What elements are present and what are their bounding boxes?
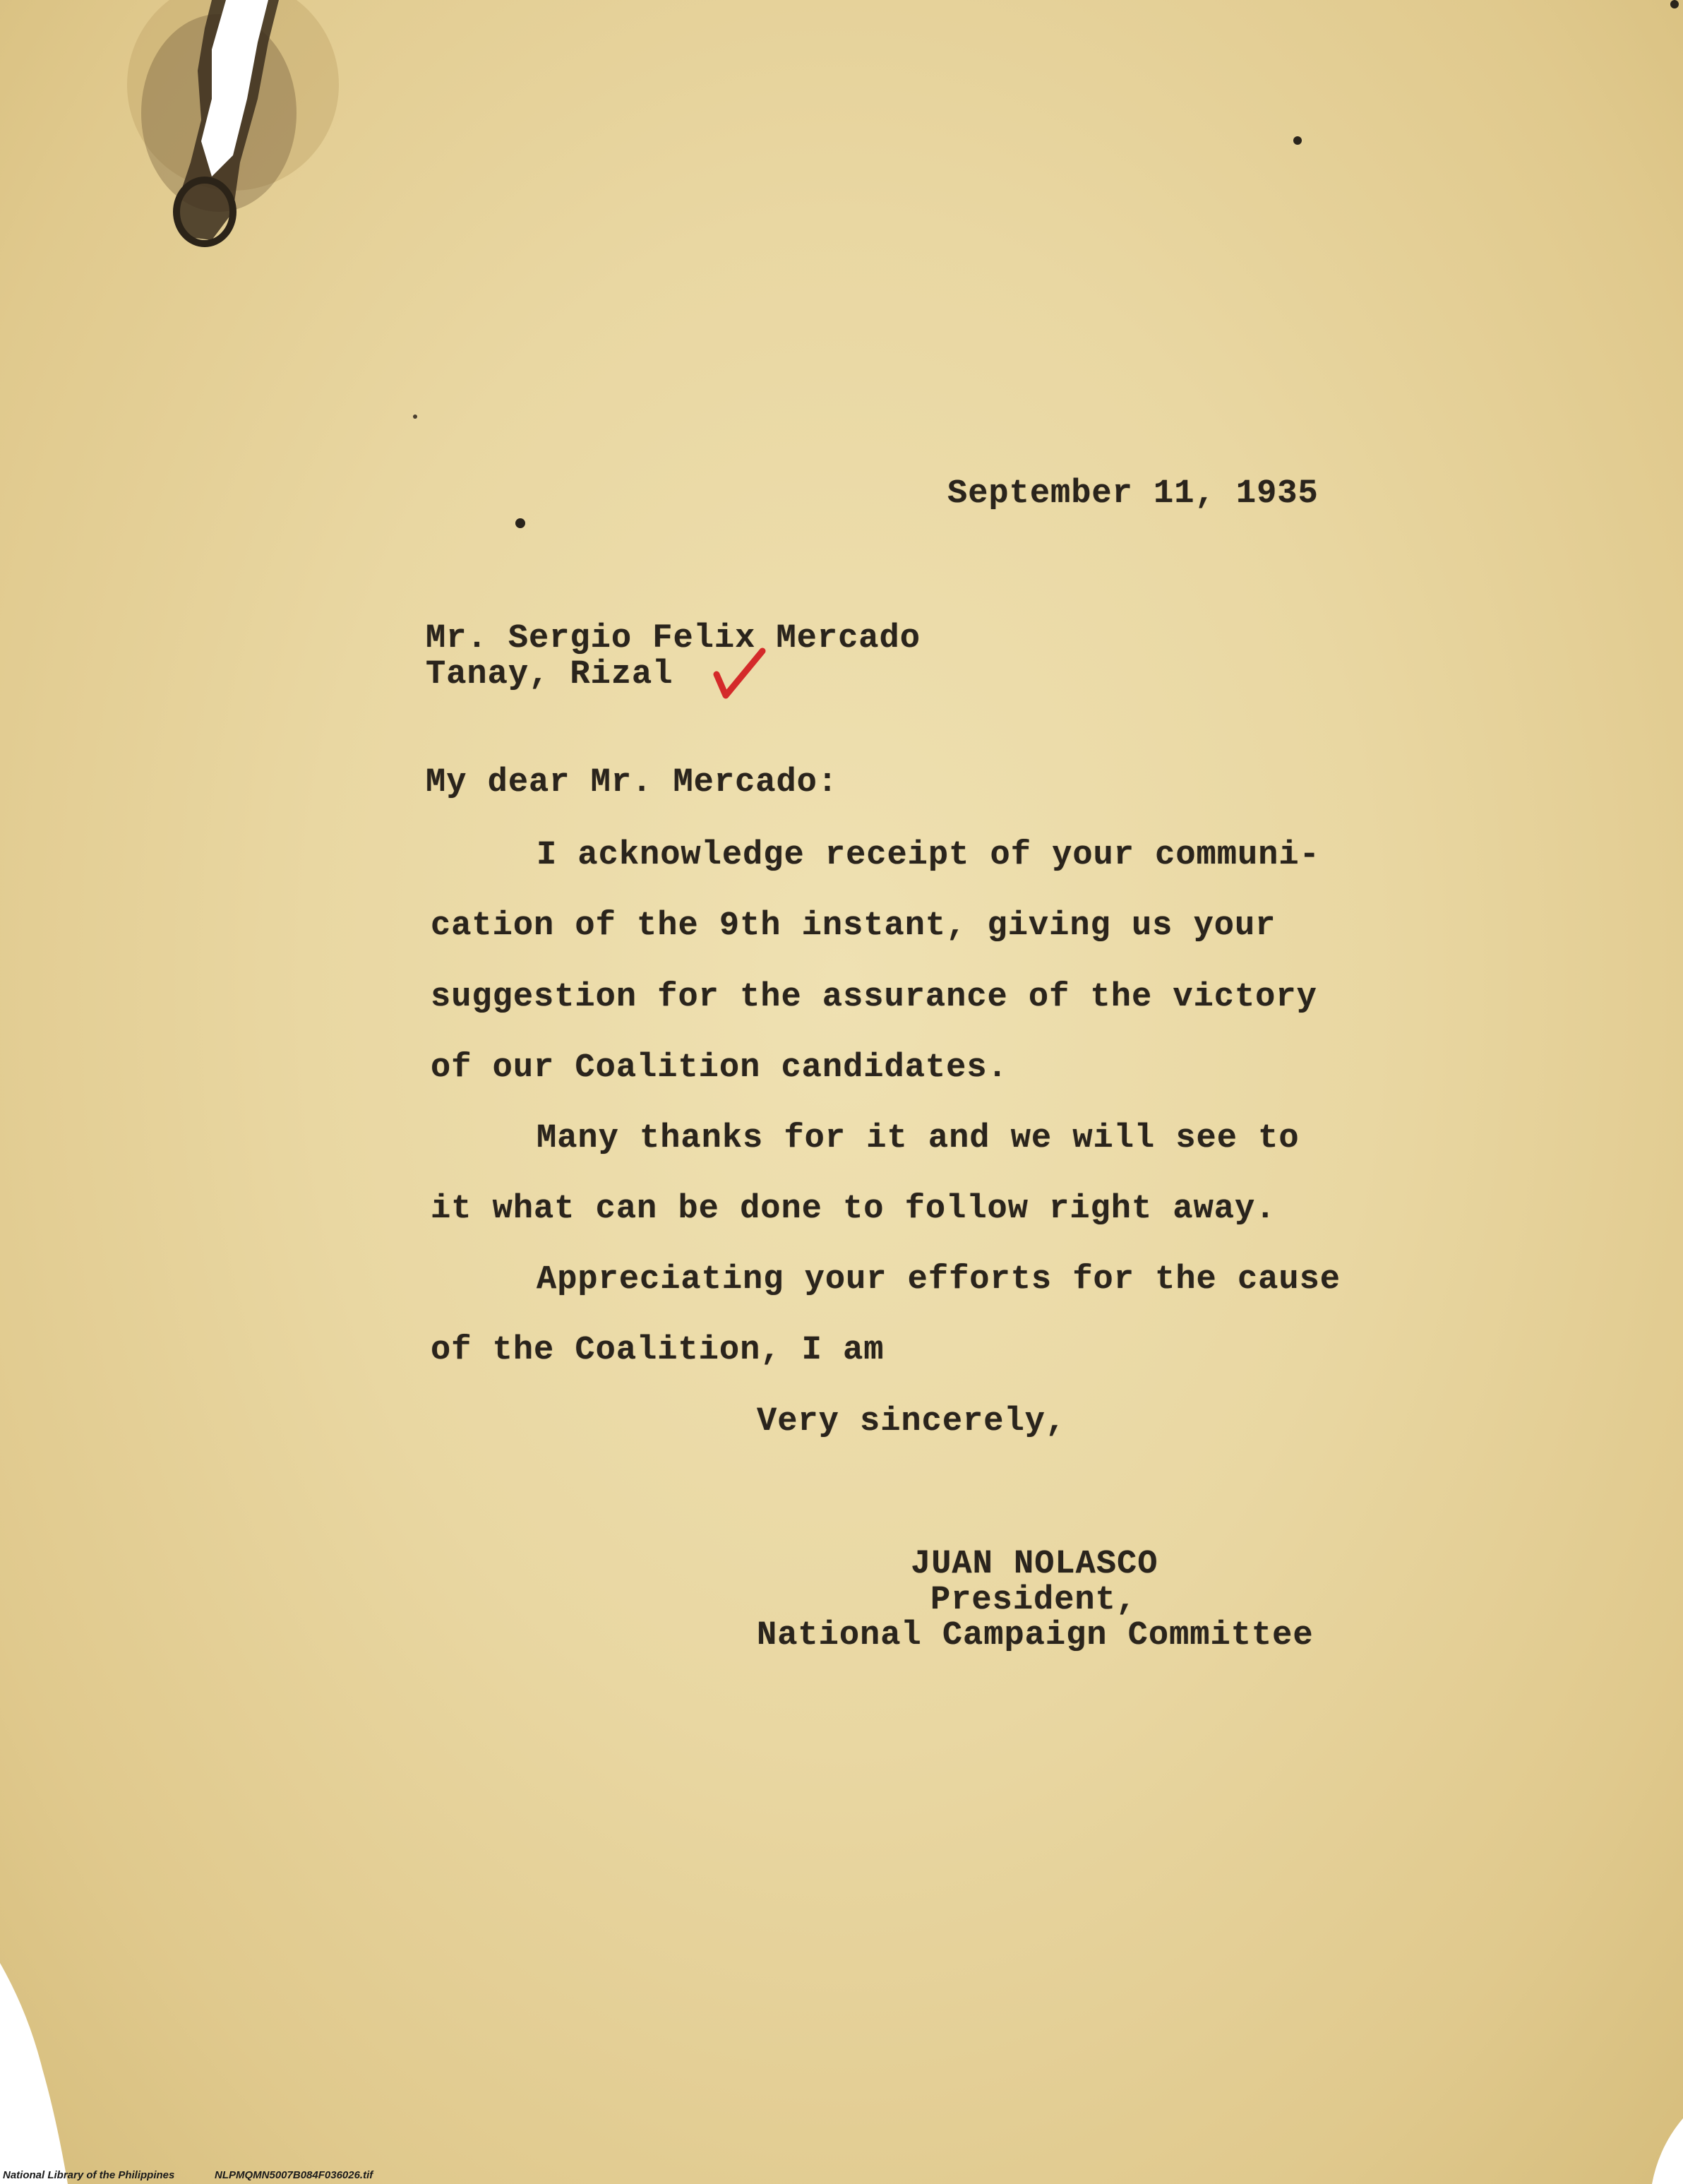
body-line: I acknowledge receipt of your communi- [537, 837, 1320, 874]
archive-file-id: NLPMQMN5007B084F036026.tif [215, 2169, 373, 2181]
salutation: My dear Mr. Mercado: [426, 764, 839, 801]
body-line: it what can be done to follow right away. [431, 1191, 1276, 1228]
signatory-title: President, [930, 1582, 1137, 1619]
worn-corner-right [1652, 2118, 1683, 2184]
check-mark-icon [717, 651, 762, 696]
signatory-organization: National Campaign Committee [757, 1617, 1314, 1654]
recipient-address: Tanay, Rizal [426, 656, 673, 693]
ink-speck [515, 518, 525, 528]
ink-speck [413, 414, 417, 419]
body-line: suggestion for the assurance of the victory [431, 979, 1317, 1016]
worn-corner [0, 1963, 68, 2184]
body-line: of our Coalition candidates. [431, 1049, 1008, 1087]
body-line: Many thanks for it and we will see to [537, 1120, 1300, 1157]
letter-date: September 11, 1935 [947, 475, 1319, 513]
archive-institution: National Library of the Philippines [3, 2169, 175, 2181]
body-line: of the Coalition, I am [431, 1332, 885, 1369]
body-line: cation of the 9th instant, giving us your [431, 907, 1276, 945]
ink-speck [1670, 0, 1679, 8]
body-line: Appreciating your efforts for the cause [537, 1261, 1341, 1299]
recipient-name: Mr. Sergio Felix Mercado [426, 620, 921, 657]
signatory-name: JUAN NOLASCO [911, 1546, 1158, 1583]
closing: Very sincerely, [757, 1403, 1067, 1440]
ink-speck [1293, 136, 1302, 145]
